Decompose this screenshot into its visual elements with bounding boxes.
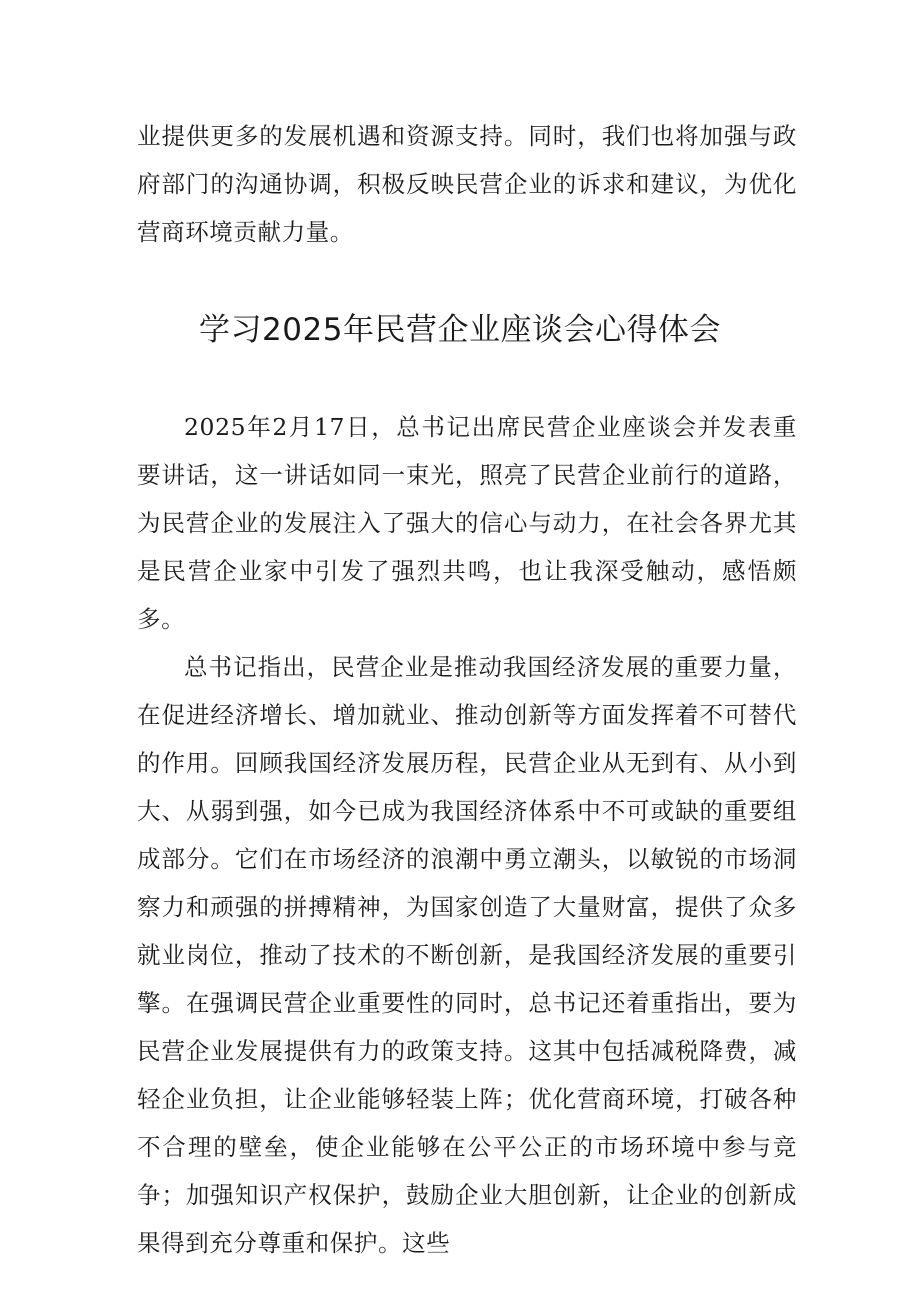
body-paragraph-1: 2025年2月17日，总书记出席民营企业座谈会并发表重要讲话，这一讲话如同一束光，照亮了民营企业前行的道路，为民营企业的发展注入了强大的信心与动力，在社会各界尤其是民营企业家中引发了强烈共鸣，也让我深受触动，感悟颇多。 xyxy=(137,413,797,633)
body-text xyxy=(137,403,797,1267)
body-paragraph-2: 总书记指出，民营企业是推动我国经济发展的重要力量，在促进经济增长、增加就业、推动创新等方面发挥着不可替代的作用。回顾我国经济发展历程，民营企业从无到有、从小到大、从弱到强，如今已成为我国经济体系中不可或缺的重要组成部分。它们在市场经济的浪潮中勇立潮头，以敏锐的市场洞察力和顽强的拼搏精神，为国家创造了大量财富，提供了众多就业岗位，推动了技术的不断创新，是我国经济发展的重要引擎。在强调民营企业重要性的同时，总书记还着重指出，要为民营企业发展提供有力的政策支持。这其中包括减税降费，减轻企业负担，让企业能够轻装上阵；优化营商环境，打破各种不合理的壁垒，使企业能够在公平公正的市场环境中参与竞争；加强知识产权保护，鼓励企业大胆创新，让企业的创新成果得到充分尊重和保护。这些 xyxy=(137,653,797,1257)
intro-paragraph: 业提供更多的发展机遇和资源支持。同时，我们也将加强与政府部门的沟通协调，积极反映民营企业的诉求和建议，为优化营商环境贡献力量。 xyxy=(137,122,797,246)
document-title: 学习2025年民营企业座谈会心得体会 xyxy=(199,312,721,348)
